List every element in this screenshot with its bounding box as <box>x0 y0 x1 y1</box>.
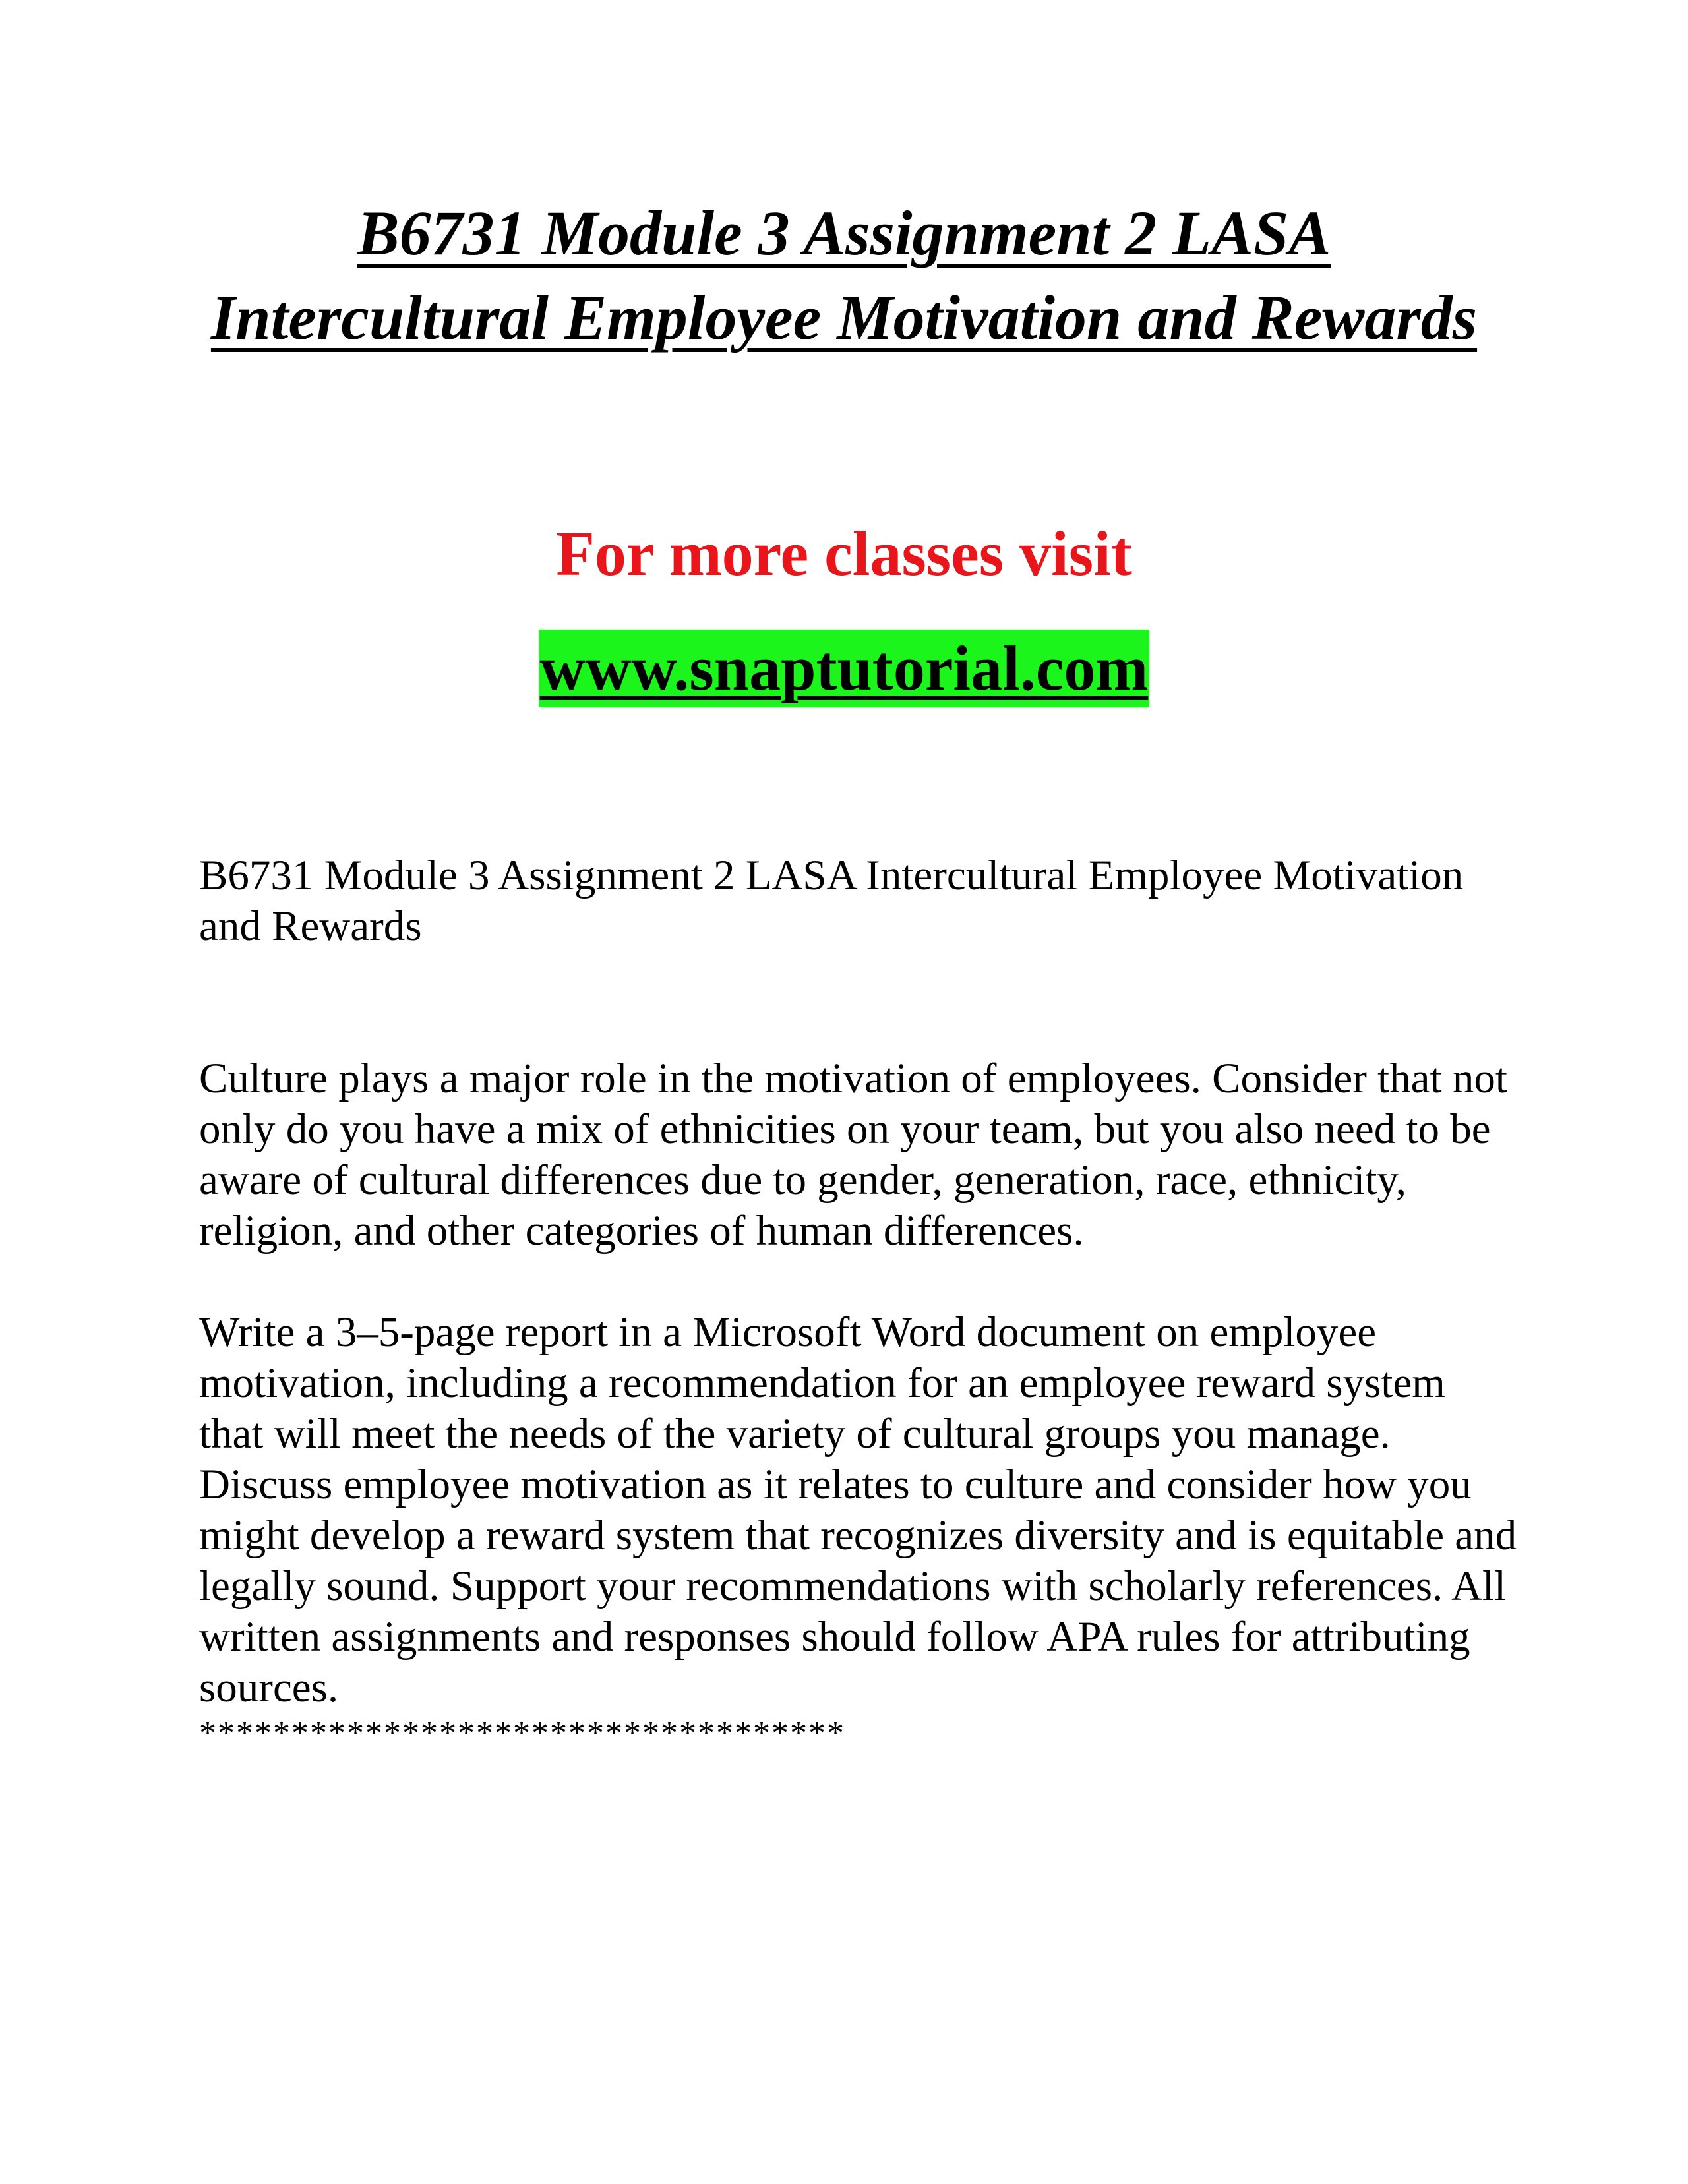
assignment-subtitle: B6731 Module 3 Assignment 2 LASA Intercultural Employee Motivation and Rewards <box>199 852 1464 950</box>
document-title <box>0 191 1688 360</box>
site-link[interactable]: www.snaptutorial.com <box>539 630 1150 707</box>
site-link-container <box>0 630 1688 707</box>
paragraph-instructions: Write a 3–5-page report in a Microsoft Word document on employee motivation, including a recommendation for an employee reward system that will meet the needs of the variety of cultural groups you manage. Discuss employee motivation as it relates to culture and consider how you might develop a reward system that recognizes diversity and is equitable and legally sound. Support your recommendations with scholarly references. All written assignments and responses should follow APA rules for attributing sources. <box>199 1309 1517 1711</box>
title-line-1: B6731 Module 3 Assignment 2 LASA <box>357 198 1331 268</box>
promo-text: For more classes visit <box>556 518 1132 589</box>
separator-line: *********************************** <box>199 1715 845 1752</box>
paragraph-culture: Culture plays a major role in the motivation of employees. Consider that not only do you have a mix of ethnicities on your team, but you also need to be aware of cultural differences due to gender, generation, race, ethnicity, religion, and other categories of human differences. <box>199 1055 1507 1254</box>
title-line-2: Intercultural Employee Motivation and Rewards <box>210 282 1478 353</box>
